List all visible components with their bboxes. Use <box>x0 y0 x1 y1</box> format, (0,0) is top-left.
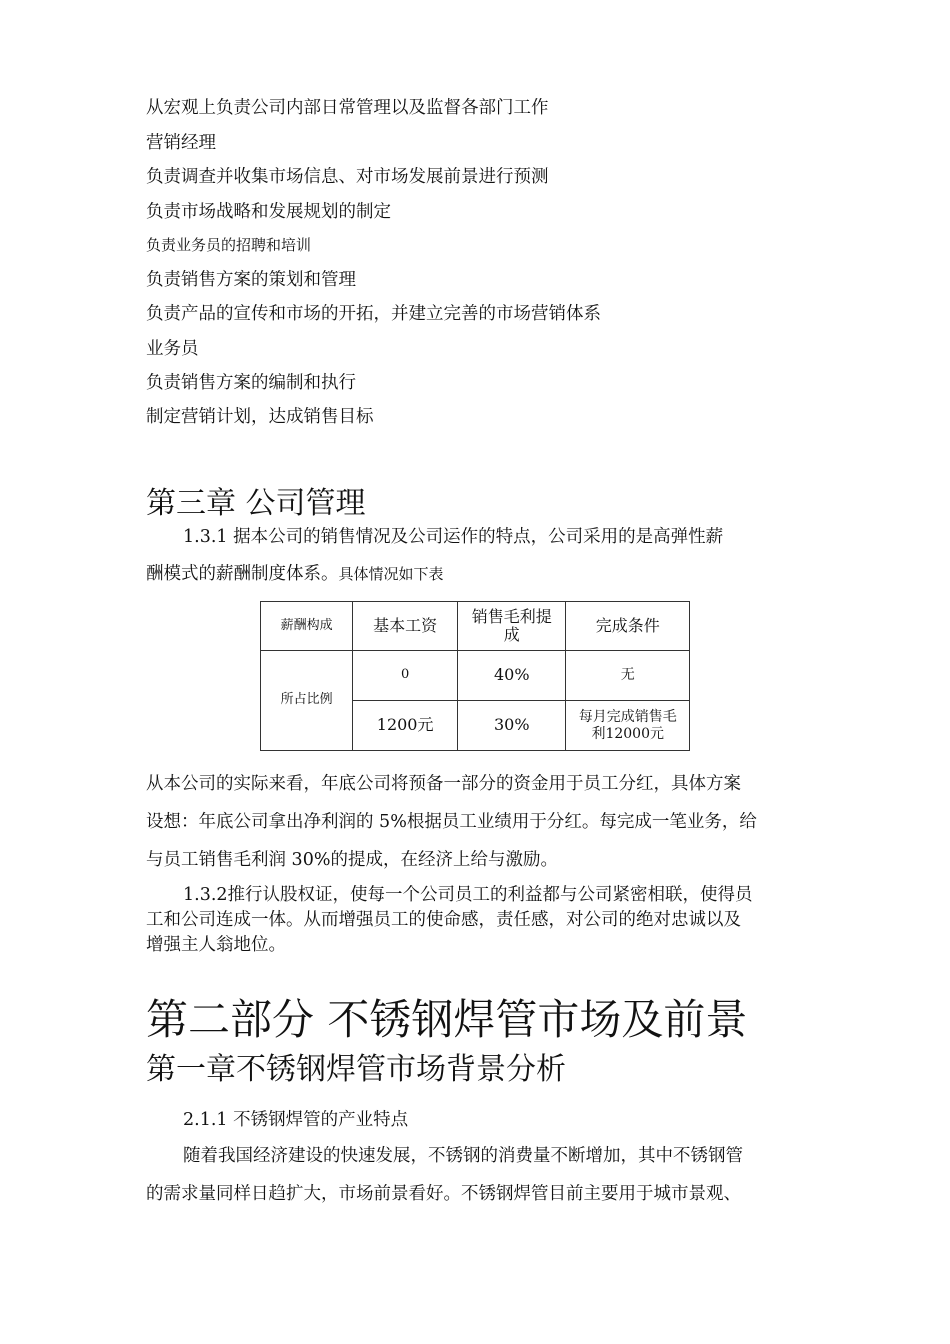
table-cell: 40% <box>458 651 566 701</box>
chapter-title: 第三章 公司管理 <box>146 486 366 521</box>
table-cell: 0 <box>353 651 458 701</box>
paragraph-line: 1.3.2推行认股权证，使每一个公司员工的利益都与公司紧密相联，使得员 <box>183 885 753 905</box>
paragraph-line: 增强主人翁地位。 <box>146 935 286 955</box>
chapter-title: 第一章不锈钢焊管市场背景分析 <box>146 1052 566 1087</box>
table-cell: 1200元 <box>353 701 458 751</box>
table-row-label: 所占比例 <box>261 651 353 751</box>
paragraph-line <box>146 560 444 585</box>
paragraph-line: 与员工销售毛利润 30%的提成，在经济上给与激励。 <box>146 850 558 870</box>
table-header-cell: 基本工资 <box>353 602 458 651</box>
part-title: 第二部分 不锈钢焊管市场及前景 <box>146 995 748 1044</box>
text-line: 负责销售方案的策划和管理 <box>146 270 356 290</box>
text-line: 制定营销计划，达成销售目标 <box>146 407 374 427</box>
section-title: 2.1.1 不锈钢焊管的产业特点 <box>183 1110 409 1130</box>
table-cell: 无 <box>566 651 690 701</box>
paragraph-line: 从本公司的实际来看，年底公司将预备一部分的资金用于员工分红，具体方案 <box>146 774 741 794</box>
table-row <box>261 651 690 701</box>
paragraph-line: 随着我国经济建设的快速发展，不锈钢的消费量不断增加，其中不锈钢管 <box>183 1146 743 1166</box>
table-cell: 每月完成销售毛利12000元 <box>566 701 690 751</box>
paragraph-text: 具体情况如下表 <box>338 565 444 583</box>
salary-table <box>260 601 690 751</box>
paragraph-line: 工和公司连成一体。从而增强员工的使命感，责任感，对公司的绝对忠诚以及 <box>146 910 741 930</box>
paragraph-line: 设想：年底公司拿出净利润的 5%根据员工业绩用于分红。每完成一笔业务，给 <box>146 812 757 832</box>
table-header-cell: 完成条件 <box>566 602 690 651</box>
text-line: 负责销售方案的编制和执行 <box>146 373 356 393</box>
text-line: 业务员 <box>146 339 199 359</box>
text-line: 从宏观上负责公司内部日常管理以及监督各部门工作 <box>146 98 549 118</box>
text-line: 负责市场战略和发展规划的制定 <box>146 202 391 222</box>
text-line: 负责产品的宣传和市场的开拓，并建立完善的市场营销体系 <box>146 304 601 324</box>
table-header-cell: 薪酬构成 <box>261 602 353 651</box>
table-cell: 30% <box>458 701 566 751</box>
paragraph-text: 酬模式的薪酬制度体系。 <box>146 564 339 584</box>
text-line: 营销经理 <box>146 133 216 153</box>
text-line: 负责调查并收集市场信息、对市场发展前景进行预测 <box>146 167 549 187</box>
table-header-cell: 销售毛利提成 <box>458 602 566 651</box>
text-line: 负责业务员的招聘和培训 <box>146 236 312 254</box>
table-header-row <box>261 602 690 651</box>
paragraph-line: 的需求量同样日趋扩大，市场前景看好。不锈钢焊管目前主要用于城市景观、 <box>146 1184 741 1204</box>
paragraph-line: 1.3.1 据本公司的销售情况及公司运作的特点，公司采用的是高弹性薪 <box>183 527 724 547</box>
